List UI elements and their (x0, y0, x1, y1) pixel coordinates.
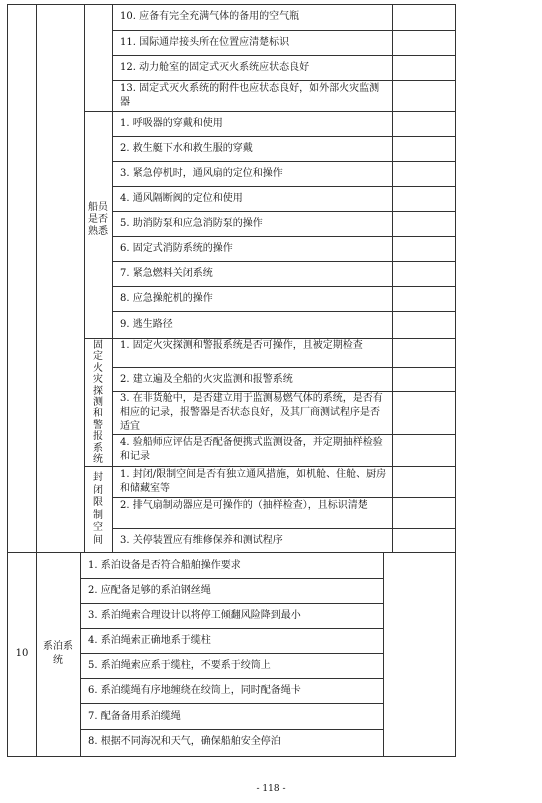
table-row-item: 2. 建立遍及全船的火灾监测和报警系统 (120, 374, 293, 385)
row-line (80, 653, 383, 654)
row-line (80, 628, 383, 629)
table-row-item: 6. 固定式消防系统的操作 (120, 243, 233, 254)
table-row-item: 8. 应急操舵机的操作 (120, 293, 213, 304)
table-border (7, 552, 455, 553)
row-line (112, 261, 455, 262)
row-line (80, 603, 383, 604)
table-border-top (7, 4, 455, 5)
table-row-item: 9. 逃生路径 (120, 319, 173, 330)
row-number: 10 (15, 648, 29, 659)
group-sep-1 (84, 111, 112, 112)
table-row-item: 3. 系泊绳索合理设计以将停工倾翻风险降到最小 (88, 610, 301, 621)
table-col-line-1-lower (36, 552, 37, 756)
table-border-left (7, 4, 8, 552)
table-row-item: 7. 紧急燃料关闭系统 (120, 268, 213, 279)
table-col-line-2 (84, 4, 85, 552)
row-line (112, 136, 455, 137)
table-col-line-3-lower (383, 552, 384, 756)
table-row-item: 1. 封闭/限制空间是否有独立通风措施，如机舱、住舱、厨房和储藏室等 (120, 469, 387, 494)
row-line (112, 80, 455, 81)
table-col-line-2-lower (80, 552, 81, 756)
table-row-item: 1. 呼吸器的穿戴和使用 (120, 118, 223, 129)
table-row-item: 12. 动力舱室的固定式灭火系统应状态良好 (120, 62, 310, 73)
group-sep-3 (84, 466, 112, 467)
row-line (112, 111, 455, 112)
table-col-line-4 (392, 4, 393, 552)
table-row-item: 3. 关停装置应有维修保养和测试程序 (120, 535, 283, 546)
group-label-enclosed-space: 封闭限制空间 (93, 472, 103, 546)
table-row-item: 7. 配备备用系泊缆绳 (88, 711, 181, 722)
row-line (112, 528, 455, 529)
table-row-item: 1. 系泊设备是否符合船舶操作要求 (88, 560, 241, 571)
row-line (112, 55, 455, 56)
row-line (80, 703, 383, 704)
table-row-item: 4. 通风隔断阀的定位和使用 (120, 193, 243, 204)
table-row-item: 8. 根据不同海况和天气，确保船舶安全停泊 (88, 736, 281, 747)
table-border-bottom (7, 756, 456, 757)
table-row-item: 5. 助消防泵和应急消防泵的操作 (120, 218, 263, 229)
group-label-fire-detection: 固定火灾探测和警报系统 (93, 340, 103, 466)
table-border-right (455, 4, 456, 552)
table-row-item: 3. 在非货舱中，是否建立用于监测易燃气体的系统，是否有相应的记录，报警器是否状态良好，及其厂商测试程序是否适宜 (120, 393, 383, 432)
group-sep-2 (84, 338, 112, 339)
table-row-item: 6. 系泊缆绳有序地缠绕在绞筒上，同时配备绳卡 (88, 685, 301, 696)
table-row-item: 1. 固定火灾探测和警报系统是否可操作，且被定期检查 (120, 340, 363, 351)
table-row-item: 4. 系泊绳索正确地系于缆柱 (88, 635, 211, 646)
row-line (80, 729, 383, 730)
row-line (112, 236, 455, 237)
row-line (112, 367, 455, 368)
table-row-item: 11. 国际通岸接头所在位置应清楚标识 (120, 37, 290, 48)
table-border-right-lower (455, 552, 456, 756)
table-row-item: 2. 救生艇下水和救生服的穿戴 (120, 143, 253, 154)
row-line (112, 186, 455, 187)
row-line (80, 578, 383, 579)
page-number: - 118 - (256, 784, 286, 794)
table-row-item: 13. 固定式灭火系统的附件也应状态良好，如外部火灾监测器 (120, 83, 380, 108)
row-line (112, 211, 455, 212)
table-row-item: 3. 紧急停机时，通风扇的定位和操作 (120, 168, 283, 179)
row-line (112, 30, 455, 31)
row-line (112, 286, 455, 287)
table-row-item: 2. 排气扇制动器应是可操作的（抽样检查），且标识清楚 (120, 500, 368, 511)
row-line (112, 497, 455, 498)
table-row-item: 5. 系泊绳索应系于缆柱，不要系于绞筒上 (88, 660, 271, 671)
row-line (80, 678, 383, 679)
row-line (112, 161, 455, 162)
row-line (112, 434, 455, 435)
table-col-line-1 (36, 4, 37, 552)
table-row-item: 2. 应配备足够的系泊钢丝绳 (88, 585, 211, 596)
group-label-crew: 船员是否熟悉 (88, 202, 108, 237)
table-row-item: 4. 验船师应评估是否配备便携式监测设备，并定期抽样检验和记录 (120, 437, 383, 462)
table-row-item: 10. 应备有完全充满气体的备用的空气瓶 (120, 11, 300, 22)
group-label-mooring: 系泊系统 (43, 641, 73, 666)
row-line (112, 466, 455, 467)
row-line (112, 311, 455, 312)
